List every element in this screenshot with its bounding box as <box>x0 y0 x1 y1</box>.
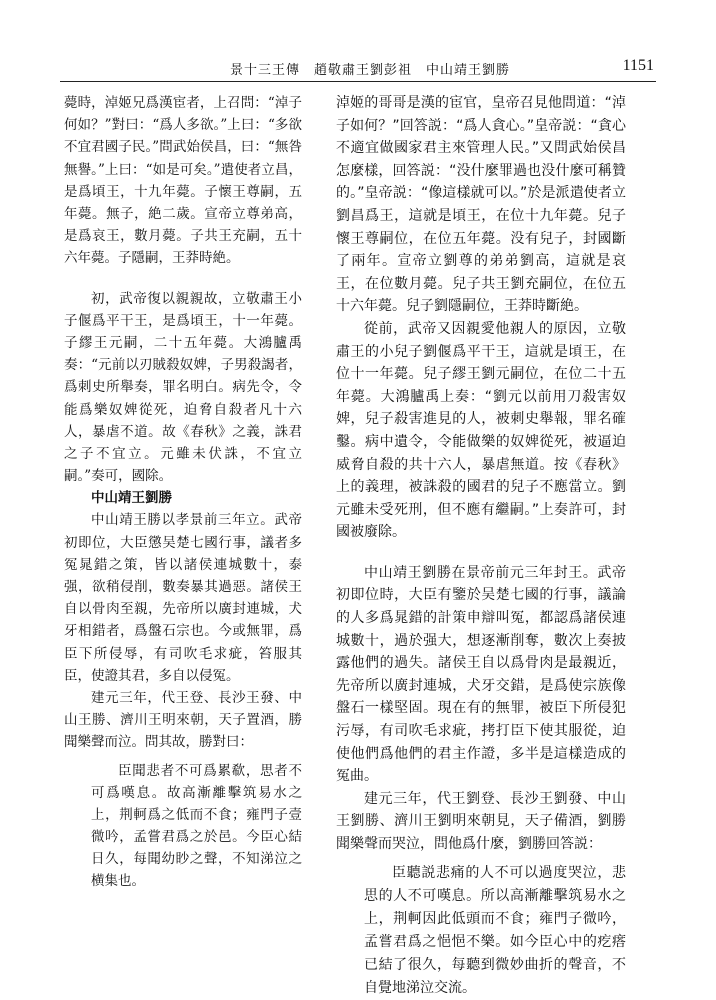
running-header <box>60 55 656 82</box>
classical-paragraph-4: 建元三年，代王登、長沙王發、中山王勝、濟川王明來朝，天子置酒，勝聞樂聲而泣。問其故，勝對曰： <box>64 690 302 751</box>
running-title: 景十三王傳 趙敬肅王劉彭祖 中山靖王劉勝 <box>230 63 511 78</box>
section-heading: 中山靖王劉勝 <box>91 490 172 507</box>
classical-paragraph-1: 薨時，淖姬兄爲漢宦者，上召問：“淖子何如？”對曰：“爲人多欲。”上曰：“多欲不宜君國子民。”問武始侯昌，曰：“無咎無譽。”上曰：“如是可矣。”遣使者立昌，是爲頃王，十九年薨。子懷王尊嗣，五年薨。無子，絶二歲。宣帝立尊弟高，是爲哀王，數月薨。子共王充嗣，五十六年薨。子隱嗣，王莽時絶。 <box>64 95 302 267</box>
translation-paragraph-3: 中山靖王劉勝在景帝前元三年封王。武帝初即位時，大臣有鑒於吴楚七國的行事，議論的人多爲晁錯的計策申辯叫冤，都認爲諸侯連城數十，過於强大，想逐漸削奪，數次上奏披露他們的過失。諸侯王自以爲骨肉是最親近，先帝所以廣封連城，犬牙交錯，是爲使宗族像盤石一樣堅固。現在有的無罪，被臣下所侵犯污辱，有司吹毛求疵，拷打臣下使其服從，迫使他們爲他們的君主作證，多半是這樣造成的冤曲。 <box>336 564 626 785</box>
classical-paragraph-2: 初，武帝復以親親故，立敬肅王小子偃爲平干王，是爲頃王，十一年薨。子繆王元嗣，二十五年薨。大鴻臚禹奏：“元前以刃賊殺奴婢，子男殺謁者，爲刺史所舉奏，罪名明白。病先令，令能爲樂奴婢從死，迫脅自殺者凡十六人，暴虐不道。故《春秋》之義，誅君之子不宜立。元雖未伏誅，不宜立嗣。”奏可，國除。 <box>64 290 302 485</box>
classical-chinese-column <box>64 92 302 892</box>
translation-paragraph-2: 從前，武帝又因親愛他親人的原因，立敬肅王的小兒子劉偃爲平干王，這就是頃王，在位十一年薨。兒子繆王劉元嗣位，在位二十五年薨。大鴻臚禹上奏：“劉元以前用刀殺害奴婢，兒子殺害進見的人，被刺史舉報，罪名確鑿。病中遺令，令能做樂的奴婢從死，被逼迫威脅自殺的共十六人，暴虐無道。按《春秋》上的義理，被誅殺的國君的兒子不應當立。劉元雖未受死刑，但不應有繼嗣。”上奏許可，封國被廢除。 <box>336 320 626 541</box>
page-number: 1151 <box>622 57 654 74</box>
translation-paragraph-4: 建元三年，代王劉登、長沙王劉發、中山王劉勝、濟川王劉明來朝見，天子備酒，劉勝聞樂聲而哭泣，問他爲什麼，劉勝回答説： <box>336 790 626 852</box>
classical-quote: 臣聞悲者不可爲累欷，思者不可爲嘆息。故高漸離擊筑易水之上，荆軻爲之低而不食；雍門子壹微吟，孟嘗君爲之於邑。今臣心結日久，每聞幼眇之聲，不知涕泣之横集也。 <box>91 762 302 889</box>
classical-paragraph-3: 中山靖王勝以孝景前三年立。武帝初即位，大臣懲吴楚七國行事，議者多冤晁錯之策，皆以諸侯連城數十，泰强，欲稍侵削，數奏暴其過惡。諸侯王自以骨肉至親，先帝所以廣封連城，犬牙相錯者，爲盤石宗也。今或無罪，爲臣下所侵辱，有司吹毛求疵，笞服其臣，使證其君，多自以侵冤。 <box>64 512 302 684</box>
translation-paragraph-1: 淖姬的哥哥是漢的宦官，皇帝召見他問道：“淖子如何？”回答説：“爲人貪心。”皇帝説：“貪心不適宜做國家君主來管理人民。”又問武始侯昌怎麼樣，回答説：“没什麼罪過也没什麼可稱贊的。”皇帝説：“像這樣就可以。”於是派遣使者立劉昌爲王，這就是頃王，在位十九年薨。兒子懷王尊嗣位，在位五年薨。没有兒子，封國斷了兩年。宣帝立劉尊的弟弟劉高，這就是哀王，在位數月薨。兒子共王劉充嗣位，在位五十六年薨。兒子劉隱嗣位，王莽時斷絶。 <box>336 95 626 315</box>
modern-translation-column <box>336 92 626 1000</box>
translation-quote: 臣聽説悲痛的人不可以過度哭泣，悲思的人不可嘆息。所以高漸離擊筑易水之上，荆軻因此低頭而不食；雍門子微吟，孟嘗君爲之悒悒不樂。如今臣心中的疙瘩已結了很久，每聽到微妙曲折的聲音，不自覺地涕泣交流。 <box>364 864 626 996</box>
